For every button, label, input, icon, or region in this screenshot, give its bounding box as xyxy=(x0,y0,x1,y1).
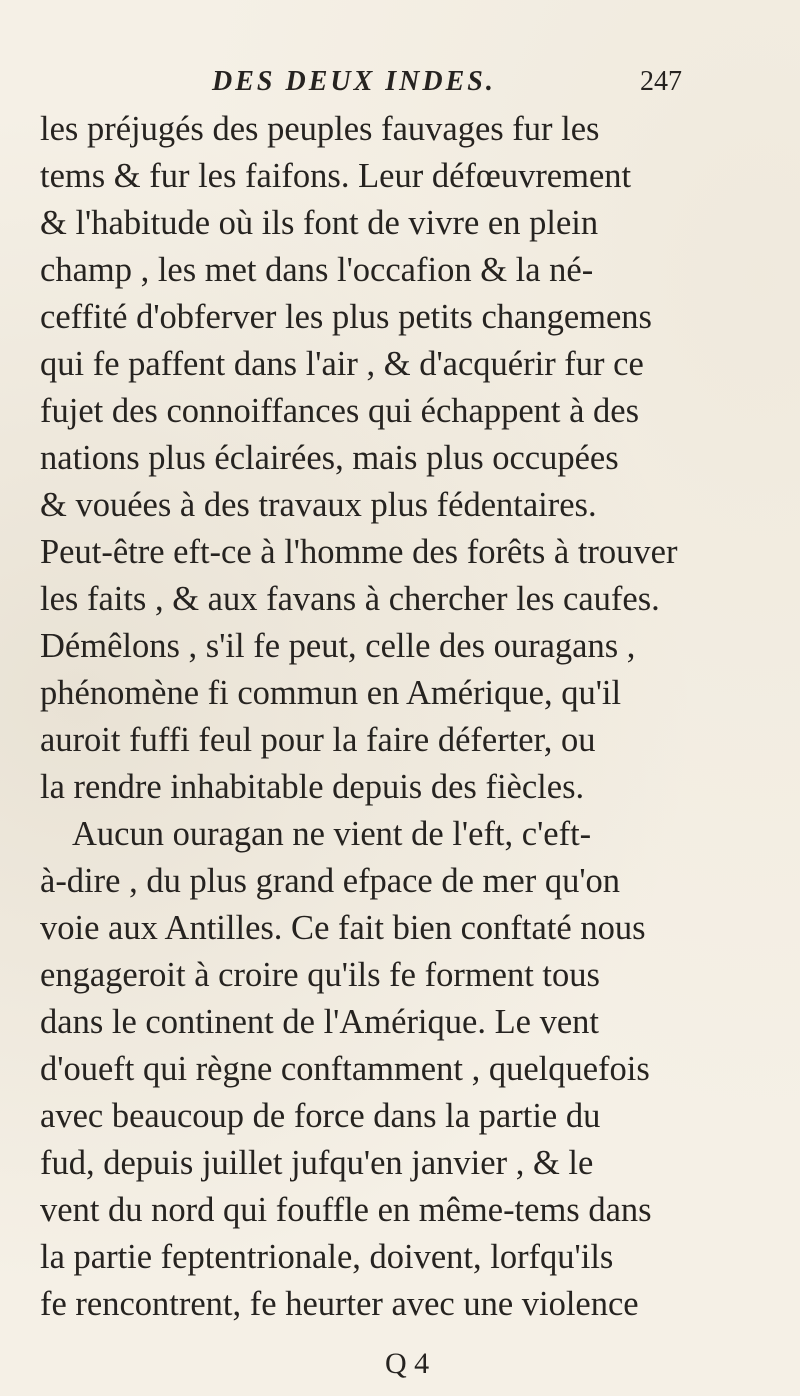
text-line: fud, depuis juillet jufqu'en janvier , & le xyxy=(40,1144,594,1182)
text-line: la partie feptentrionale, doivent, lorfqu'ils xyxy=(40,1238,614,1276)
signature-mark: Q 4 xyxy=(385,1347,430,1380)
text-line: voie aux Antilles. Ce fait bien conftaté nous xyxy=(40,909,646,947)
text-line: Démêlons , s'il fe peut, celle des ouragans , xyxy=(40,627,636,665)
text-line: nations plus éclairées, mais plus occupées xyxy=(40,439,619,477)
text-line: & l'habitude où ils font de vivre en plein xyxy=(40,204,599,242)
text-line: vent du nord qui fouffle en même-tems dans xyxy=(40,1191,652,1229)
text-line: d'oueft qui règne conftamment , quelquefois xyxy=(40,1050,650,1088)
text-line: à-dire , du plus grand efpace de mer qu'on xyxy=(40,862,621,900)
text-line: fe rencontrent, fe heurter avec une violence xyxy=(40,1285,639,1323)
text-line: les faits , & aux favans à chercher les caufes. xyxy=(40,580,660,618)
text-line: tems & fur les faifons. Leur défœuvrement xyxy=(40,157,632,195)
text-line: Peut-être eft-ce à l'homme des forêts à trouver xyxy=(40,533,678,571)
text-line: & vouées à des travaux plus fédentaires. xyxy=(40,486,597,524)
text-line: champ , les met dans l'occafion & la né- xyxy=(40,251,594,289)
text-line: auroit fuffi feul pour la faire déferter, ou xyxy=(40,721,596,759)
text-line: la rendre inhabitable depuis des fiècles. xyxy=(40,768,585,806)
text-line: engageroit à croire qu'ils fe forment tous xyxy=(40,956,600,994)
text-line: qui fe paffent dans l'air , & d'acquérir fur ce xyxy=(40,345,644,383)
text-line: phénomène fi commun en Amérique, qu'il xyxy=(40,674,622,712)
text-line: fujet des connoiffances qui échappent à des xyxy=(40,392,640,430)
page-header xyxy=(212,66,682,102)
text-line: les préjugés des peuples fauvages fur les xyxy=(40,110,600,148)
page-number: 247 xyxy=(640,66,682,97)
text-line: ceffité d'obferver les plus petits changemens xyxy=(40,298,652,336)
text-line: Aucun ouragan ne vient de l'eft, c'eft- xyxy=(72,815,592,853)
text-line: avec beaucoup de force dans la partie du xyxy=(40,1097,601,1135)
text-line: dans le continent de l'Amérique. Le vent xyxy=(40,1003,599,1041)
running-title: DES DEUX INDES. xyxy=(212,66,496,97)
